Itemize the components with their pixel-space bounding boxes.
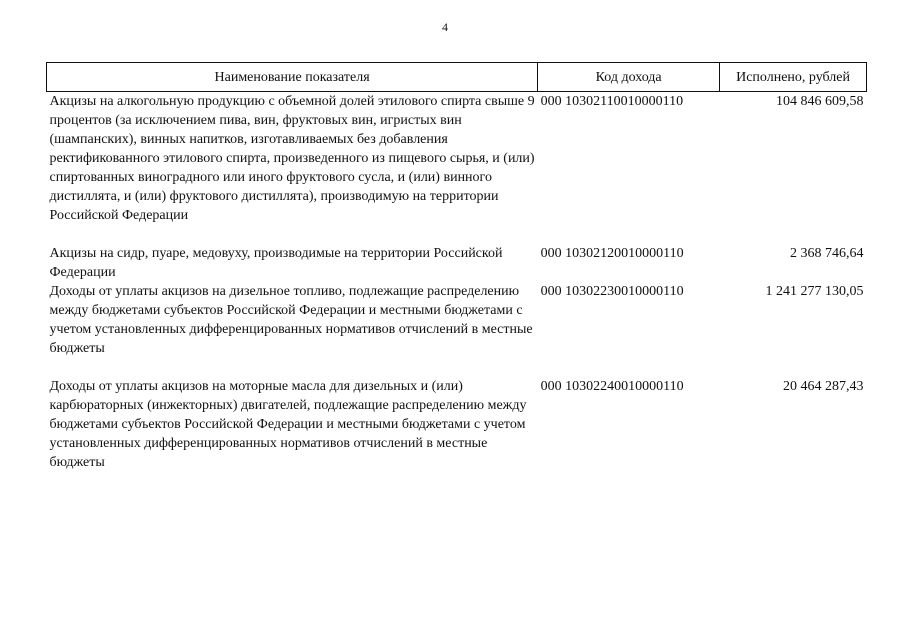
indicator-name: Акцизы на сидр, пуаре, медовуху, производимые на территории Российской Федерации <box>49 246 503 280</box>
table-row <box>47 377 867 472</box>
revenue-code: 000 10302110010000110 <box>540 94 684 109</box>
header-executed-amount: Исполнено, рублей <box>720 63 867 92</box>
table-row <box>47 244 867 282</box>
page-number: 4 <box>442 20 448 34</box>
executed-amount: 104 846 609,58 <box>776 94 864 109</box>
header-revenue-code: Код дохода <box>538 63 720 92</box>
indicator-name: Доходы от уплаты акцизов на моторные масла для дизельных и (или) карбюраторных (инжекторных) двигателей, подлежащие распределению между бюджетами субъектов Российской Федерации и местными бюджетами с учетом установленных дифференцированных нормативов отчислений в местные бюджеты <box>49 379 527 470</box>
revenue-table <box>46 62 867 472</box>
revenue-code: 000 10302240010000110 <box>540 379 684 394</box>
table-row <box>47 92 867 245</box>
header-indicator-name: Наименование показателя <box>47 63 538 92</box>
executed-amount: 1 241 277 130,05 <box>765 284 864 299</box>
revenue-code: 000 10302120010000110 <box>540 246 684 261</box>
table-header-row <box>47 63 867 92</box>
executed-amount: 20 464 287,43 <box>783 379 864 394</box>
indicator-name: Акцизы на алкогольную продукцию с объемной долей этилового спирта свыше 9 процентов (за исключением пива, вин, фруктовых вин, игристых вин (шампанских), винных напитков, изготавливаемых без добавления ректификованного этилового спирта, произведенного из пищевого сырья, и (или) спиртованных виноградного или иного фруктового сусла, и (или) винного дистиллята, и (или) фруктового дистиллята), производимую на территории Российской Федерации <box>49 94 535 223</box>
executed-amount: 2 368 746,64 <box>790 246 864 261</box>
revenue-code: 000 10302230010000110 <box>540 284 684 299</box>
table-row <box>47 282 867 377</box>
indicator-name: Доходы от уплаты акцизов на дизельное топливо, подлежащие распределению между бюджетами субъектов Российской Федерации и местными бюджетами с учетом установленных дифференцированных нормативов отчислений в местные бюджеты <box>49 284 533 356</box>
